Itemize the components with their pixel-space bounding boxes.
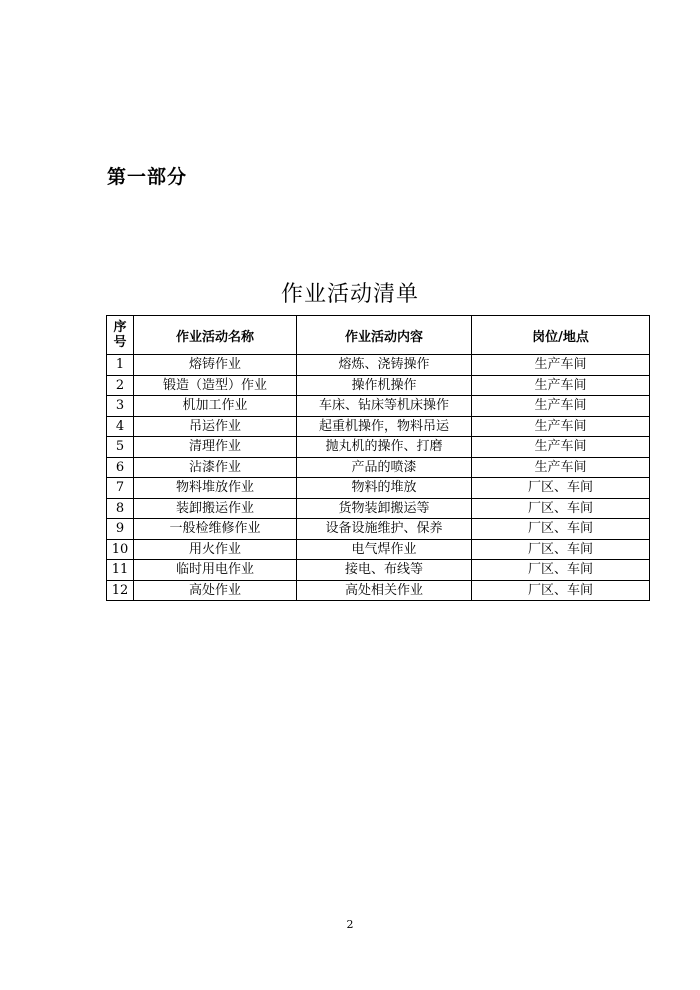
cell-location: 厂区、车间: [472, 498, 650, 519]
cell-activity-content: 物料的堆放: [297, 478, 472, 499]
cell-serial-number: 1: [107, 355, 134, 376]
table-row: [107, 539, 650, 560]
cell-activity-name: 临时用电作业: [134, 560, 297, 581]
cell-serial-number: 4: [107, 416, 134, 437]
cell-activity-content: 车床、钻床等机床操作: [297, 396, 472, 417]
document-title: 作业活动清单: [280, 282, 419, 307]
cell-activity-content: 电气焊作业: [297, 539, 472, 560]
cell-serial-number: 3: [107, 396, 134, 417]
table-row: [107, 375, 650, 396]
header-activity-content: 作业活动内容: [297, 316, 472, 355]
cell-activity-name: 清理作业: [134, 437, 297, 458]
cell-location: 生产车间: [472, 355, 650, 376]
cell-activity-name: 锻造（造型）作业: [134, 375, 297, 396]
table-row: [107, 519, 650, 540]
header-serial-number: [107, 316, 134, 355]
cell-serial-number: 2: [107, 375, 134, 396]
cell-activity-name: 用火作业: [134, 539, 297, 560]
table-row: [107, 355, 650, 376]
cell-activity-content: 货物装卸搬运等: [297, 498, 472, 519]
cell-serial-number: 6: [107, 457, 134, 478]
cell-activity-content: 高处相关作业: [297, 580, 472, 601]
cell-activity-content: 抛丸机的操作、打磨: [297, 437, 472, 458]
cell-serial-number: 8: [107, 498, 134, 519]
cell-activity-content: 操作机操作: [297, 375, 472, 396]
cell-location: 厂区、车间: [472, 580, 650, 601]
header-location: 岗位/地点: [472, 316, 650, 355]
cell-location: 厂区、车间: [472, 560, 650, 581]
cell-activity-content: 产品的喷漆: [297, 457, 472, 478]
table-body: [107, 355, 650, 601]
header-serial-number-text: 序号: [113, 320, 127, 350]
cell-activity-name: 熔铸作业: [134, 355, 297, 376]
cell-activity-name: 沾漆作业: [134, 457, 297, 478]
cell-serial-number: 10: [107, 539, 134, 560]
table-row: [107, 580, 650, 601]
cell-serial-number: 11: [107, 560, 134, 581]
cell-activity-content: 设备设施维护、保养: [297, 519, 472, 540]
table-row: [107, 560, 650, 581]
cell-location: 生产车间: [472, 396, 650, 417]
cell-activity-name: 高处作业: [134, 580, 297, 601]
cell-location: 生产车间: [472, 416, 650, 437]
cell-activity-content: 起重机操作，物料吊运: [297, 416, 472, 437]
cell-activity-name: 机加工作业: [134, 396, 297, 417]
cell-serial-number: 12: [107, 580, 134, 601]
header-activity-name: 作业活动名称: [134, 316, 297, 355]
cell-activity-content: 熔炼、浇铸操作: [297, 355, 472, 376]
table-row: [107, 457, 650, 478]
cell-location: 厂区、车间: [472, 539, 650, 560]
cell-location: 生产车间: [472, 375, 650, 396]
cell-serial-number: 9: [107, 519, 134, 540]
cell-activity-name: 物料堆放作业: [134, 478, 297, 499]
table-row: [107, 396, 650, 417]
cell-location: 厂区、车间: [472, 519, 650, 540]
cell-serial-number: 7: [107, 478, 134, 499]
table-row: [107, 437, 650, 458]
table-row: [107, 498, 650, 519]
cell-serial-number: 5: [107, 437, 134, 458]
section-heading: 第一部分: [107, 166, 188, 188]
cell-activity-name: 装卸搬运作业: [134, 498, 297, 519]
table-row: [107, 416, 650, 437]
cell-activity-name: 吊运作业: [134, 416, 297, 437]
cell-location: 厂区、车间: [472, 478, 650, 499]
cell-activity-name: 一般检维修作业: [134, 519, 297, 540]
cell-activity-content: 接电、布线等: [297, 560, 472, 581]
activity-table: [106, 315, 650, 601]
cell-location: 生产车间: [472, 437, 650, 458]
table-row: [107, 478, 650, 499]
cell-location: 生产车间: [472, 457, 650, 478]
page-number: 2: [346, 918, 354, 931]
table-header-row: [107, 316, 650, 355]
